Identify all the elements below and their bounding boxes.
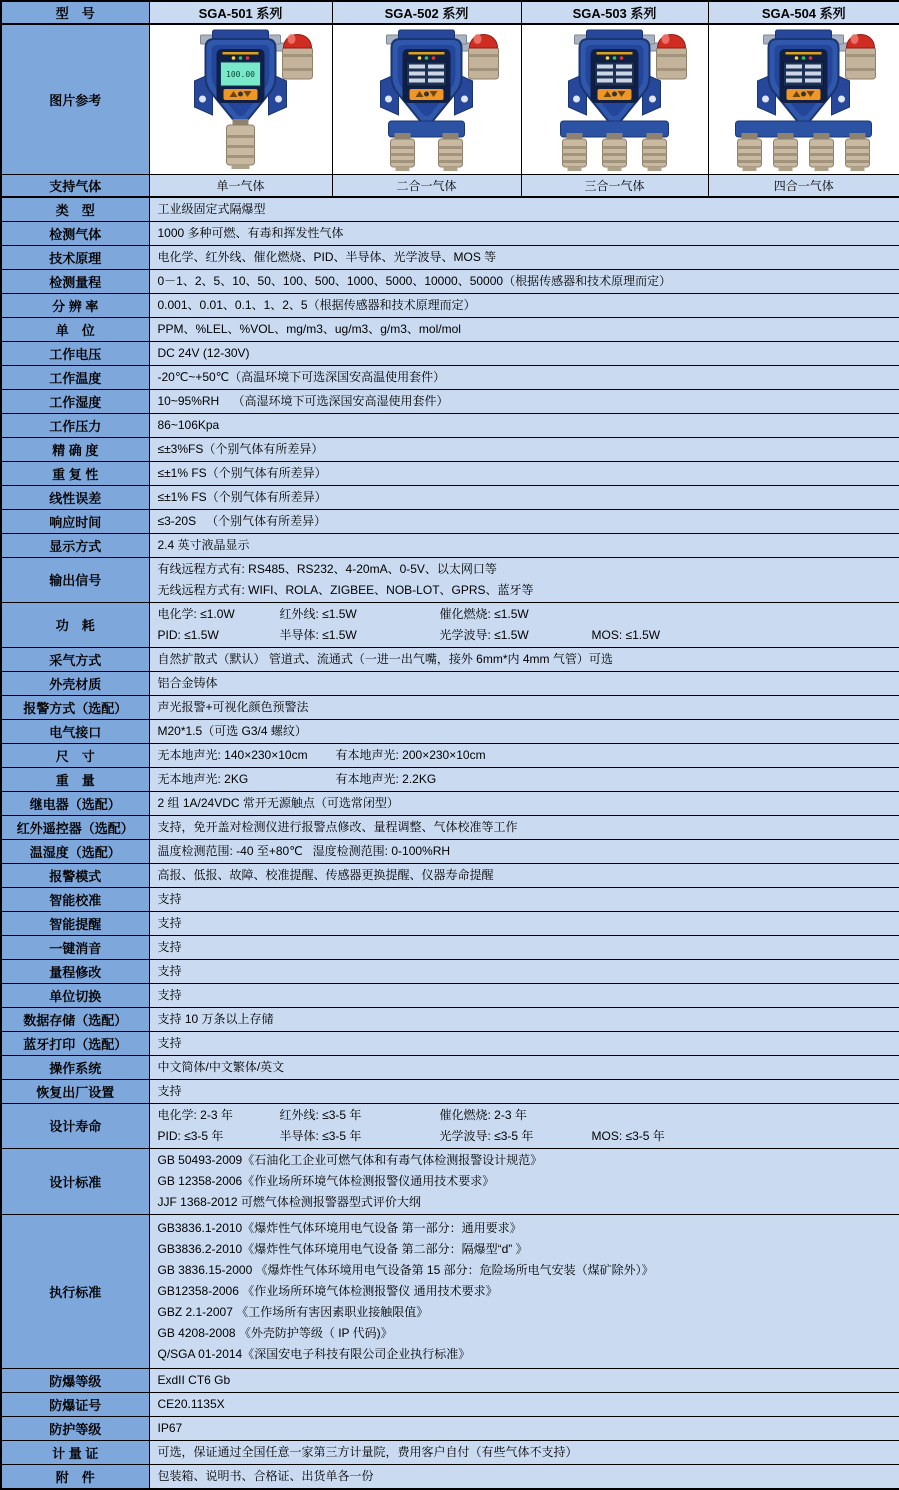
row-label-image: 图片参考 [1,24,149,174]
row-value [149,365,899,389]
row-value-line: GB 4208-2008 《外壳防护等级（ IP 代码)》 [157,1325,393,1340]
spec-row-10 [1,413,899,437]
sensor-probe-icon [738,133,762,171]
row-value [149,1368,899,1392]
row-value-line: -20℃~+50℃（高温环境下可选深国安高温使用套件） [157,369,446,384]
row-value-segment: 电化学: 2-3 年 [157,1107,233,1122]
spec-row-37 [1,1103,899,1148]
row-value-line: IP67 [157,1420,183,1435]
model-header-2: SGA-502 系列 [332,1,521,24]
row-value [149,389,899,413]
row-value [149,1055,899,1079]
row-value [149,863,899,887]
row-value [149,293,899,317]
spec-row-22 [1,743,899,767]
row-value-segment: MOS: ≤1.5W [591,627,661,642]
row-value-line: 支持 [157,1083,182,1098]
row-label-gas: 支持气体 [1,174,149,197]
spec-row-17 [1,602,899,647]
gas-detector-illustration [524,25,705,173]
gas-detector-illustration [713,25,894,173]
row-label: 电气接口 [1,719,149,743]
row-value-line: ≤3-20S （个别气体有所差异） [157,513,327,528]
spec-row-43 [1,1440,899,1464]
row-value [149,743,899,767]
row-value [149,1007,899,1031]
spec-row-2 [1,221,899,245]
row-label: 显示方式 [1,533,149,557]
row-label: 附 件 [1,1464,149,1489]
row-value [149,1440,899,1464]
sensor-probe-icon [563,133,587,171]
row-value-line [158,745,892,766]
spec-row-6 [1,317,899,341]
row-value [149,197,899,222]
spec-row-13 [1,485,899,509]
spec-row-30 [1,935,899,959]
row-value [149,1103,899,1148]
row-value [149,557,899,602]
row-value [149,1416,899,1440]
row-label: 报警方式（选配） [1,695,149,719]
row-label: 设计寿命 [1,1103,149,1148]
spec-row-36 [1,1079,899,1103]
row-value-line: ≤±1% FS（个别气体有所差异） [157,489,327,504]
row-value-line [158,1105,892,1126]
sensor-probe-icon [603,133,627,171]
row-value [149,437,899,461]
row-label: 检测量程 [1,269,149,293]
row-value-line: 可选，保证通过全国任意一家第三方计量院，费用客户自付（有些气体不支持） [157,1444,578,1459]
row-value [149,647,899,671]
spec-row-20 [1,695,899,719]
row-value [149,269,899,293]
row-label: 精 确 度 [1,437,149,461]
svg-text:100.00: 100.00 [226,70,255,80]
spec-row-15 [1,533,899,557]
spec-row-25 [1,815,899,839]
row-value [149,839,899,863]
row-value-segment: 催化燃烧: ≤1.5W [439,606,529,621]
spec-row-14 [1,509,899,533]
row-value [149,887,899,911]
row-value [149,341,899,365]
row-value-line: 2 组 1A/24VDC 常开无源触点（可选常闭型） [157,795,399,810]
spec-row-44 [1,1464,899,1489]
row-label: 单 位 [1,317,149,341]
row-value-line: 自然扩散式（默认） 管道式、流通式（一进一出气嘴，接外 6mm*内 4mm 气管）可选 [157,651,613,666]
row-value [149,959,899,983]
row-value-segment: 有本地声光: 2.2KG [335,771,437,786]
sensor-probe-icon [774,133,798,171]
spec-row-8 [1,365,899,389]
row-value-line: GBZ 2.1-2007 《工作场所有害因素职业接触限值》 [157,1304,429,1319]
row-value-line: 支持 [157,987,182,1002]
row-value-line: GB 12358-2006《作业场所环境气体检测报警仪通用技术要求》 [157,1173,495,1188]
spec-row-33 [1,1007,899,1031]
row-value-line: 电化学、红外线、催化燃烧、PID、半导体、光学波导、MOS 等 [157,249,497,264]
device-image-sga-504 [708,24,899,174]
row-label: 功 耗 [1,602,149,647]
row-value [149,815,899,839]
row-label: 工作压力 [1,413,149,437]
row-value-line: 0.001、0.01、0.1、1、2、5（根据传感器和技术原理而定） [157,297,476,312]
row-value-segment: 催化燃烧: 2-3 年 [439,1107,527,1122]
row-label: 蓝牙打印（选配） [1,1031,149,1055]
model-header-1: SGA-501 系列 [149,1,332,24]
gas-type-3: 三合一气体 [521,174,708,197]
row-value-line: GB 3836.15-2000 《爆炸性气体环境用电气设备第 15 部分：危险场所电气安装（煤矿除外）》 [157,1262,654,1277]
row-label: 红外遥控器（选配） [1,815,149,839]
sensor-probe-icon [643,133,667,171]
row-label: 一键消音 [1,935,149,959]
model-header-4: SGA-504 系列 [708,1,899,24]
row-value [149,317,899,341]
row-value [149,1464,899,1489]
spec-row-18 [1,647,899,671]
spec-row-16 [1,557,899,602]
spec-row-28 [1,887,899,911]
row-label: 继电器（选配） [1,791,149,815]
row-value [149,1214,899,1368]
row-value-line [158,604,892,625]
row-value-line: GB3836.2-2010《爆炸性气体环境用电气设备 第二部分：隔爆型“d” 》 [157,1241,528,1256]
row-value [149,671,899,695]
row-value-line: 支持 [157,915,182,930]
row-label: 响应时间 [1,509,149,533]
row-label: 智能提醒 [1,911,149,935]
spec-row-42 [1,1416,899,1440]
spec-row-41 [1,1392,899,1416]
row-value-line: GB12358-2006 《作业场所环境气体检测报警仪 通用技术要求》 [157,1283,498,1298]
row-value [149,461,899,485]
row-value-segment: 电化学: ≤1.0W [157,606,235,621]
gas-detector-illustration [150,25,331,173]
row-label: 采气方式 [1,647,149,671]
row-label: 工作湿度 [1,389,149,413]
row-label: 数据存储（选配） [1,1007,149,1031]
row-value-line: 无线远程方式有: WIFI、ROLA、ZIGBEE、NOB-LOT、GPRS、蓝牙等 [157,582,534,597]
spec-row-21 [1,719,899,743]
spec-row-5 [1,293,899,317]
row-value [149,509,899,533]
spec-row-3 [1,245,899,269]
row-value [149,911,899,935]
row-value [149,1031,899,1055]
row-label: 恢复出厂设置 [1,1079,149,1103]
spec-row-7 [1,341,899,365]
row-value-line: JJF 1368-2012 可燃气体检测报警器型式评价大纲 [157,1194,421,1209]
spec-row-31 [1,959,899,983]
row-value-segment: 光学波导: ≤1.5W [439,627,529,642]
row-value-segment: 无本地声光: 2KG [157,771,249,786]
row-value-segment: 有本地声光: 200×230×10cm [335,747,486,762]
row-value-segment: 光学波导: ≤3-5 年 [439,1128,534,1143]
row-value-line: 支持 [157,939,182,954]
row-value-line: 包装箱、说明书、合格证、出货单各一份 [157,1468,374,1483]
row-label: 检测气体 [1,221,149,245]
row-label: 温湿度（选配） [1,839,149,863]
sensor-probe-icon [810,133,834,171]
row-value-line: GB 50493-2009《石油化工企业可燃气体和有毒气体检测报警设计规范》 [157,1152,543,1167]
supported-gas-row [1,174,899,197]
row-value-segment: MOS: ≤3-5 年 [591,1128,665,1143]
row-value [149,791,899,815]
row-value-line: 支持 10 万条以上存储 [157,1011,274,1026]
row-value-line: ≤±1% FS（个别气体有所差异） [157,465,327,480]
model-header-row [1,1,899,24]
row-value-line: 温度检测范围: -40 至+80℃ 湿度检测范围: 0-100%RH [157,843,451,858]
row-value [149,695,899,719]
sensor-probe-icon [846,133,870,171]
row-value-line: 中文简体/中文繁体/英文 [157,1059,285,1074]
gas-type-2: 二合一气体 [332,174,521,197]
row-value-line: 有线远程方式有: RS485、RS232、4-20mA、0-5V、以太网口等 [157,561,497,576]
row-value-line: ExdII CT6 Gb [157,1372,231,1387]
device-image-sga-502 [332,24,521,174]
spec-row-35 [1,1055,899,1079]
spec-row-27 [1,863,899,887]
row-value-line: 工业级固定式隔爆型 [157,201,266,216]
row-value [149,767,899,791]
row-value-line: CE20.1135X [157,1396,225,1411]
row-value [149,719,899,743]
spec-row-1 [1,197,899,222]
row-value [149,1392,899,1416]
device-image-sga-501 [149,24,332,174]
row-value [149,221,899,245]
gas-type-4: 四合一气体 [708,174,899,197]
row-value-line: 支持 [157,891,182,906]
row-value-line: 1000 多种可燃、有毒和挥发性气体 [157,225,344,240]
row-label: 工作电压 [1,341,149,365]
sensor-probe-icon [439,133,463,171]
row-value-segment: PID: ≤1.5W [157,627,219,642]
row-label: 操作系统 [1,1055,149,1079]
row-label: 工作温度 [1,365,149,389]
row-label: 分 辨 率 [1,293,149,317]
row-value [149,602,899,647]
row-value [149,245,899,269]
row-value-segment: 无本地声光: 140×230×10cm [157,747,308,762]
spec-table-body [1,1,899,1489]
spec-row-38 [1,1148,899,1214]
row-value [149,983,899,1007]
row-value-line: 高报、低报、故障、校准提醒、传感器更换提醒、仪器寿命提醒 [157,867,494,882]
row-label: 类 型 [1,197,149,222]
row-label: 防爆证号 [1,1392,149,1416]
row-label: 量程修改 [1,959,149,983]
row-label: 执行标准 [1,1214,149,1368]
row-value-line: M20*1.5（可选 G3/4 螺纹） [157,723,307,738]
row-value-line: PPM、%LEL、%VOL、mg/m3、ug/m3、g/m3、mol/mol [157,321,461,336]
spec-row-32 [1,983,899,1007]
row-value-line: 支持 [157,963,182,978]
spec-row-19 [1,671,899,695]
row-value-segment: 红外线: ≤3-5 年 [279,1107,362,1122]
row-value-segment: 半导体: ≤1.5W [279,627,357,642]
row-value-line: GB3836.1-2010《爆炸性气体环境用电气设备 第一部分：通用要求》 [157,1220,522,1235]
row-label: 重 量 [1,767,149,791]
row-value-segment: PID: ≤3-5 年 [157,1128,224,1143]
row-value-line: 2.4 英寸液晶显示 [157,537,250,552]
spec-row-11 [1,437,899,461]
spec-row-26 [1,839,899,863]
row-label: 输出信号 [1,557,149,602]
row-label: 重 复 性 [1,461,149,485]
row-label: 设计标准 [1,1148,149,1214]
row-value [149,1079,899,1103]
row-value [149,533,899,557]
row-label-model: 型 号 [1,1,149,24]
row-value-line: ≤±3%FS（个别气体有所差异） [157,441,324,456]
row-value-line [158,1126,892,1147]
row-value-line: 10~95%RH （高湿环境下可选深国安高湿使用套件） [157,393,449,408]
gas-type-1: 单一气体 [149,174,332,197]
spec-row-9 [1,389,899,413]
row-label: 尺 寸 [1,743,149,767]
row-value-line: 86~106Kpa [157,417,220,432]
row-label: 防爆等级 [1,1368,149,1392]
row-label: 单位切换 [1,983,149,1007]
row-label: 外壳材质 [1,671,149,695]
row-value-line: 支持，免开盖对检测仪进行报警点修改、量程调整、气体校准等工作 [157,819,518,834]
sensor-probe-icon [227,119,255,169]
row-label: 计 量 证 [1,1440,149,1464]
spec-row-4 [1,269,899,293]
row-value-segment: 半导体: ≤3-5 年 [279,1128,362,1143]
row-label: 报警模式 [1,863,149,887]
row-label: 技术原理 [1,245,149,269]
row-value-line [158,769,892,790]
row-value-line [158,625,892,646]
gas-detector-illustration [336,25,517,173]
row-value [149,413,899,437]
spec-row-24 [1,791,899,815]
row-value-line: Q/SGA 01-2014《深国安电子科技有限公司企业执行标准》 [157,1346,471,1361]
spec-row-12 [1,461,899,485]
row-value-line: DC 24V (12-30V) [157,345,250,360]
row-value-segment: 红外线: ≤1.5W [279,606,357,621]
row-value-line: 0－1、2、5、10、50、100、500、1000、5000、10000、50000（根据传感器和技术原理而定） [157,273,672,288]
spec-row-29 [1,911,899,935]
image-reference-row [1,24,899,174]
row-label: 智能校准 [1,887,149,911]
spec-row-40 [1,1368,899,1392]
device-image-sga-503 [521,24,708,174]
row-value [149,1148,899,1214]
sensor-probe-icon [391,133,415,171]
spec-row-34 [1,1031,899,1055]
row-value-line: 铝合金铸体 [157,675,218,690]
row-label: 防护等级 [1,1416,149,1440]
row-value-line: 声光报警+可视化颜色预警法 [157,699,309,714]
row-value [149,935,899,959]
row-value-line: 支持 [157,1035,182,1050]
row-value [149,485,899,509]
model-header-3: SGA-503 系列 [521,1,708,24]
spec-row-39 [1,1214,899,1368]
row-label: 线性误差 [1,485,149,509]
spec-row-23 [1,767,899,791]
